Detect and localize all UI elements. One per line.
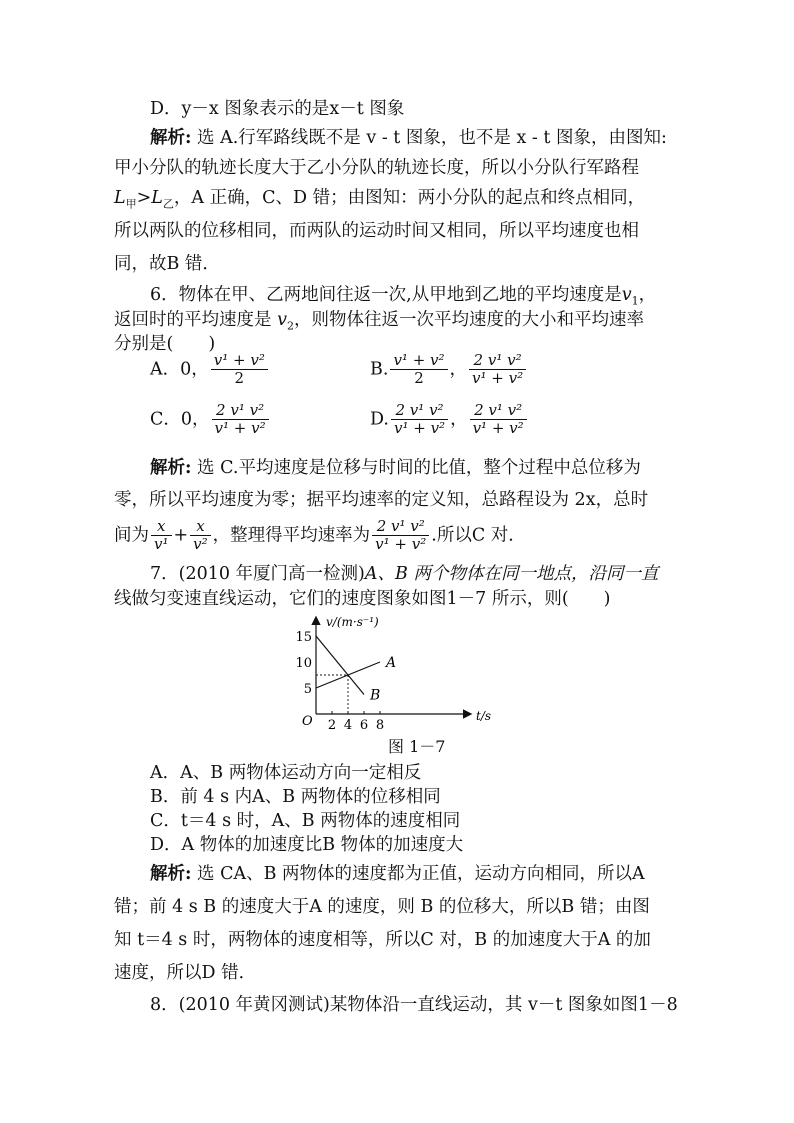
x-tick-label: 4 bbox=[343, 718, 353, 733]
q6-option-d: D. $\frac{\text{2 v¹ v²}}{\text{v¹ + v²}}$ ， $\frac{\text{2 v¹ v²}}{\text{v¹ + v²}}$ bbox=[370, 402, 529, 437]
prev-analysis-line-1: 解析: 选 A.行军路线既不是 v - t 图象，也不是 x - t 图象，由图知: bbox=[150, 128, 667, 148]
fraction: $\frac{\text{2 v¹ v²}}{\text{v¹ + v²}}$ bbox=[391, 402, 448, 437]
q7-analysis-line-3: 知 t＝4 s 时，两物体的速度相等，所以C 对，B 的加速度大于A 的加 bbox=[114, 930, 651, 950]
x-axis-label: t/s bbox=[476, 709, 492, 723]
fraction: $\frac{\text{2 v¹ v²}}{\text{v¹ + v²}}$ bbox=[372, 518, 429, 553]
fraction: $\frac{\text{2 v¹ v²}}{\text{v¹ + v²}}$ bbox=[469, 352, 526, 387]
q7-analysis-line-2: 错；前 4 s B 的速度大于A 的速度，则 B 的位移大，所以B 错；由图 bbox=[114, 897, 650, 917]
q7-line-1: 7．(2010 年厦门高一检测)A、B 两个物体在同一地点，沿同一直 bbox=[150, 564, 659, 584]
y-tick-label: 15 bbox=[295, 630, 312, 645]
q6-line-3: 分别是( ) bbox=[114, 334, 216, 354]
fraction: $\frac{\text{2 v¹ v²}}{\text{v¹ + v²}}$ bbox=[212, 402, 269, 437]
fraction: $\frac{x}{\text{v²}}$ bbox=[190, 518, 211, 553]
figure-caption: 图 1－7 bbox=[388, 737, 446, 756]
prev-option-d: D．y－x 图象表示的是x－t 图象 bbox=[150, 99, 405, 119]
q7-analysis-line-4: 速度，所以D 错． bbox=[114, 963, 257, 983]
q6-analysis-line-3: 间为 $\frac{x}{\text{v¹}}$ + $\frac{x}{\text{v²}}$ ，整理得平均速率为 $\frac{\text{2 v¹ v²}}{\text{v¹ + v²}}$ .所以C 对． bbox=[114, 517, 526, 553]
y-tick-label: 5 bbox=[303, 682, 312, 697]
q6-option-a: A．0， $\frac{\text{v¹ + v²}}{2}$ bbox=[150, 352, 270, 387]
y-tick-label: 10 bbox=[295, 656, 312, 671]
q7-option-d: D．A 物体的加速度比B 物体的加速度大 bbox=[150, 835, 464, 855]
fraction: $\frac{x}{\text{v¹}}$ bbox=[151, 518, 172, 553]
fraction: $\frac{\text{v¹ + v²}}{2}$ bbox=[211, 352, 268, 387]
q6-line-1: 6．物体在甲、乙两地间往返一次,从甲地到乙地的平均速度是$v_1$， bbox=[150, 285, 657, 308]
prev-analysis-line-5: 同，故B 错． bbox=[114, 254, 220, 274]
q7-analysis-line-1: 解析: 选 CA、B 两物体的速度都为正值，运动方向相同，所以A bbox=[150, 864, 645, 884]
q6-analysis-line-2: 零，所以平均速度为零；据平均速率的定义知，总路程设为 2x，总时 bbox=[114, 490, 649, 510]
q6-option-b: B. $\frac{\text{v¹ + v²}}{2}$ ， $\frac{\text{2 v¹ v²}}{\text{v¹ + v²}}$ bbox=[370, 352, 528, 387]
intersection-guide bbox=[316, 675, 348, 714]
velocity-time-chart bbox=[292, 612, 512, 752]
fraction: $\frac{\text{v¹ + v²}}{2}$ bbox=[390, 352, 447, 387]
q6-line-2: 返回时的平均速度是 $v_2$，则物体往返一次平均速度的大小和平均速率 bbox=[114, 310, 644, 333]
q6-option-c: C．0， $\frac{\text{2 v¹ v²}}{\text{v¹ + v²}}$ bbox=[150, 402, 271, 437]
q7-option-b: B．前 4 s 内A、B 两物体的位移相同 bbox=[150, 787, 441, 807]
x-tick-label: 8 bbox=[375, 718, 385, 733]
series-label-B: B bbox=[370, 687, 381, 704]
y-axis-label: v/(m·s⁻¹) bbox=[326, 615, 379, 629]
q7-option-a: A．A、B 两物体运动方向一定相反 bbox=[150, 763, 422, 783]
x-tick-label: 6 bbox=[359, 718, 369, 733]
q6-analysis-line-1: 解析: 选 C.平均速度是位移与时间的比值，整个过程中总位移为 bbox=[150, 458, 641, 478]
q7-option-c: C．t＝4 s 时，A、B 两物体的速度相同 bbox=[150, 811, 461, 831]
origin-label: O bbox=[302, 714, 313, 729]
series-line-B bbox=[316, 636, 364, 695]
series-label-A: A bbox=[386, 655, 397, 671]
q8-line-1: 8．(2010 年黄冈测试)某物体沿一直线运动，其 v－t 图象如图1－8 bbox=[150, 995, 678, 1015]
q7-line-2: 线做匀变速直线运动，它们的速度图象如图1－7 所示，则( ) bbox=[114, 589, 611, 609]
prev-analysis-line-3: $L_甲>L_乙$，A 正确，C、D 错；由图知：两小分队的起点和终点相同， bbox=[114, 188, 646, 211]
prev-analysis-line-2: 甲小分队的轨迹长度大于乙小分队的轨迹长度，所以小分队行军路程 bbox=[114, 158, 639, 178]
x-tick-label: 2 bbox=[327, 718, 337, 733]
prev-analysis-line-4: 所以两队的位移相同，而两队的运动时间又相同，所以平均速度也相 bbox=[114, 221, 639, 241]
fraction: $\frac{\text{2 v¹ v²}}{\text{v¹ + v²}}$ bbox=[470, 402, 527, 437]
